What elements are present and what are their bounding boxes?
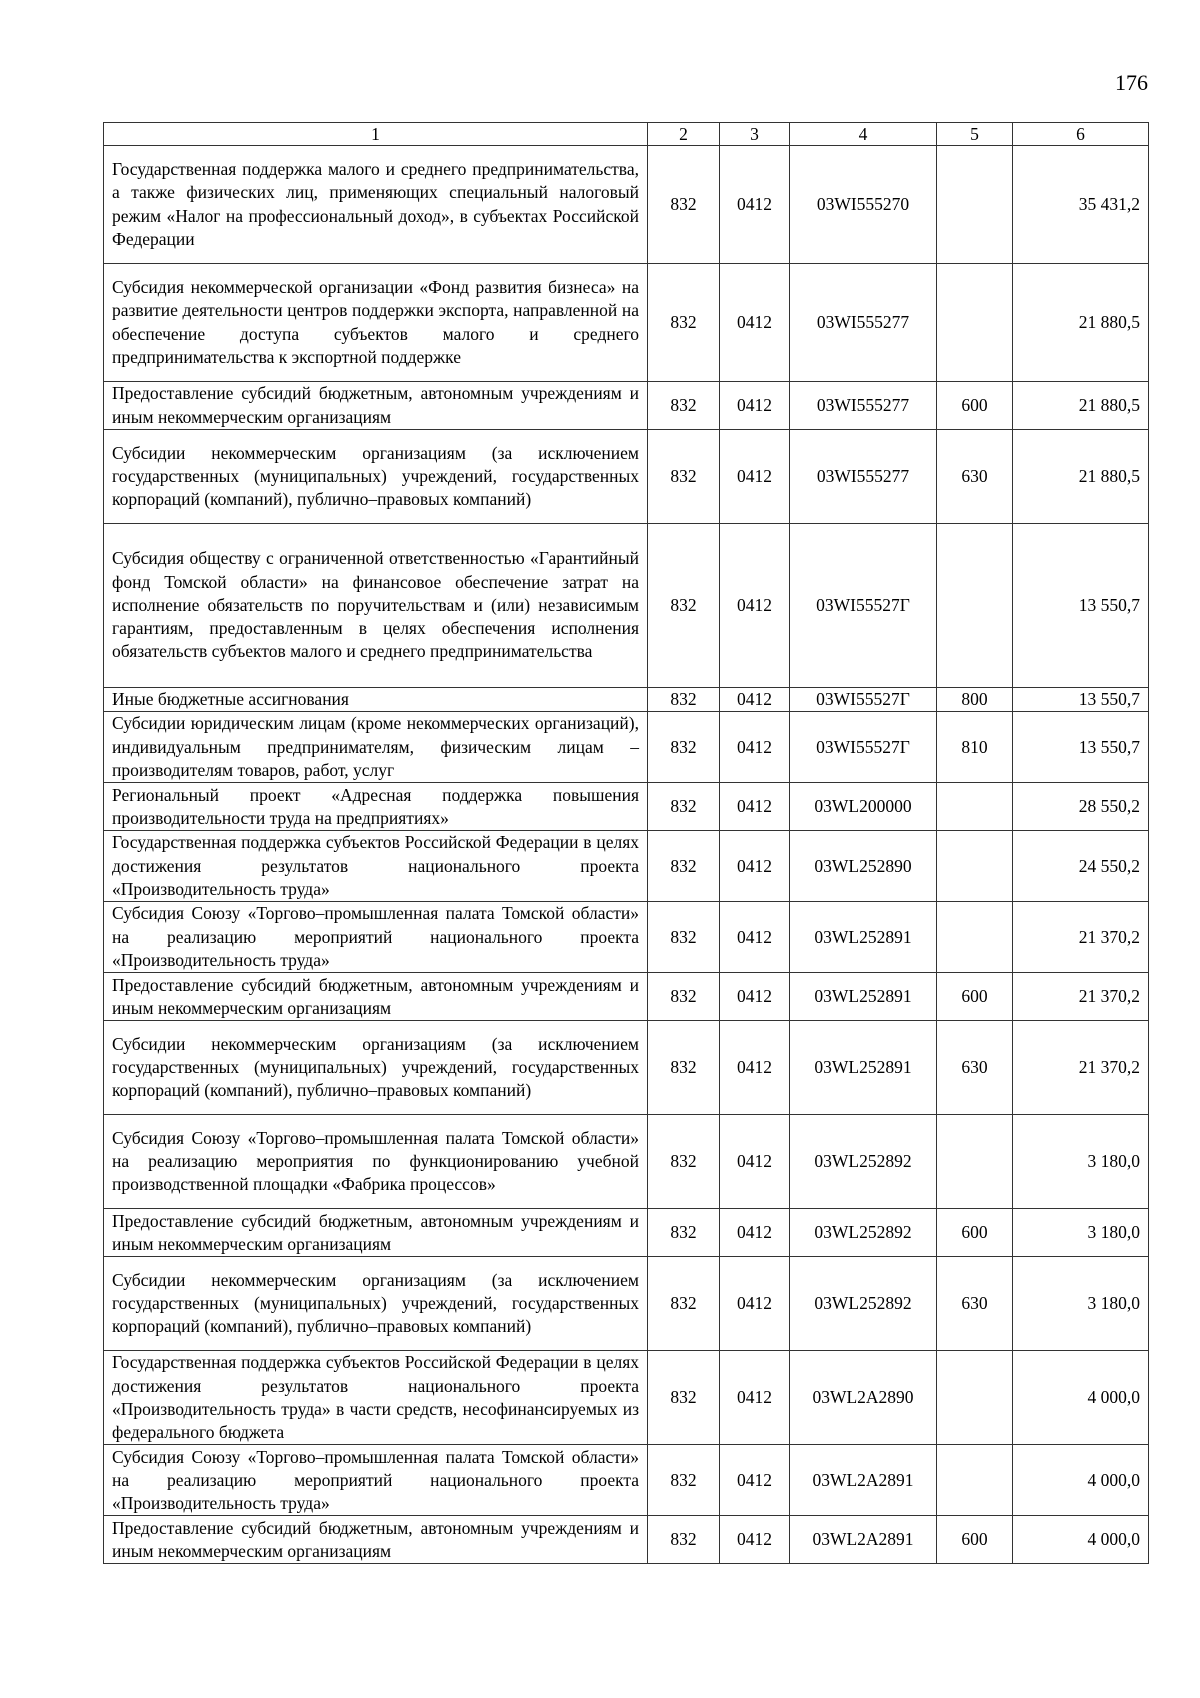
cell-chapter: 832	[648, 1257, 720, 1351]
cell-section: 0412	[720, 1257, 790, 1351]
cell-expense-type	[937, 1445, 1013, 1516]
cell-expense-type	[937, 783, 1013, 831]
column-header: 1	[104, 123, 648, 146]
cell-target-article: 03WI555277	[790, 382, 937, 430]
row-description: Субсидия Союзу «Торгово–промышленная палата Томской области» на реализацию мероприятий национального проекта «Производительность труда»	[104, 1445, 648, 1516]
table-row	[104, 264, 1149, 382]
cell-target-article: 03WI555270	[790, 146, 937, 264]
cell-amount: 35 431,2	[1013, 146, 1149, 264]
cell-amount: 24 550,2	[1013, 831, 1149, 902]
cell-chapter: 832	[648, 973, 720, 1021]
cell-chapter: 832	[648, 146, 720, 264]
cell-expense-type	[937, 1351, 1013, 1445]
table-row	[104, 1115, 1149, 1209]
cell-chapter: 832	[648, 688, 720, 712]
cell-amount: 21 880,5	[1013, 264, 1149, 382]
cell-section: 0412	[720, 831, 790, 902]
cell-expense-type	[937, 264, 1013, 382]
cell-target-article: 03WL200000	[790, 783, 937, 831]
table-row	[104, 430, 1149, 524]
cell-target-article: 03WL2A2890	[790, 1351, 937, 1445]
row-description: Предоставление субсидий бюджетным, автономным учреждениям и иным некоммерческим организациям	[104, 382, 648, 430]
cell-chapter: 832	[648, 1209, 720, 1257]
cell-amount: 4 000,0	[1013, 1445, 1149, 1516]
row-description: Субсидия Союзу «Торгово–промышленная палата Томской области» на реализацию мероприятия по функционированию учебной производственной площадки «Фабрика процессов»	[104, 1115, 648, 1209]
cell-expense-type	[937, 146, 1013, 264]
table-row	[104, 1351, 1149, 1445]
row-description: Субсидия Союзу «Торгово–промышленная палата Томской области» на реализацию мероприятий национального проекта «Производительность труда»	[104, 902, 648, 973]
cell-chapter: 832	[648, 382, 720, 430]
cell-target-article: 03WL2A2891	[790, 1445, 937, 1516]
table-row	[104, 783, 1149, 831]
cell-chapter: 832	[648, 1516, 720, 1564]
budget-table	[103, 122, 1149, 1564]
cell-section: 0412	[720, 712, 790, 783]
table-row	[104, 524, 1149, 688]
cell-expense-type: 600	[937, 382, 1013, 430]
cell-target-article: 03WL252892	[790, 1115, 937, 1209]
cell-expense-type	[937, 902, 1013, 973]
cell-section: 0412	[720, 382, 790, 430]
cell-expense-type: 600	[937, 1209, 1013, 1257]
cell-expense-type: 800	[937, 688, 1013, 712]
row-description: Иные бюджетные ассигнования	[104, 688, 648, 712]
table-row	[104, 973, 1149, 1021]
row-description: Предоставление субсидий бюджетным, автономным учреждениям и иным некоммерческим организациям	[104, 1209, 648, 1257]
row-description: Субсидии юридическим лицам (кроме некоммерческих организаций), индивидуальным предпринимателям, физическим лицам – производителям товаров, работ, услуг	[104, 712, 648, 783]
cell-amount: 4 000,0	[1013, 1516, 1149, 1564]
cell-section: 0412	[720, 1021, 790, 1115]
cell-chapter: 832	[648, 1351, 720, 1445]
cell-chapter: 832	[648, 783, 720, 831]
cell-target-article: 03WI555277	[790, 430, 937, 524]
cell-expense-type	[937, 524, 1013, 688]
cell-section: 0412	[720, 146, 790, 264]
cell-section: 0412	[720, 783, 790, 831]
cell-amount: 13 550,7	[1013, 712, 1149, 783]
row-description: Субсидия обществу с ограниченной ответственностью «Гарантийный фонд Томской области» на финансовое обеспечение затрат на исполнение обязательств по поручительствам и (или) независимым гарантиям, предоставленным в целях обеспечения исполнения обязательств субъектов малого и среднего предпринимательства	[104, 524, 648, 688]
cell-target-article: 03WL252891	[790, 902, 937, 973]
cell-section: 0412	[720, 430, 790, 524]
cell-target-article: 03WI55527Г	[790, 524, 937, 688]
cell-target-article: 03WL252892	[790, 1209, 937, 1257]
cell-expense-type: 630	[937, 430, 1013, 524]
row-description: Предоставление субсидий бюджетным, автономным учреждениям и иным некоммерческим организациям	[104, 973, 648, 1021]
cell-expense-type: 630	[937, 1021, 1013, 1115]
table-header-row	[104, 123, 1149, 146]
column-header: 3	[720, 123, 790, 146]
cell-section: 0412	[720, 1516, 790, 1564]
cell-amount: 4 000,0	[1013, 1351, 1149, 1445]
cell-chapter: 832	[648, 524, 720, 688]
cell-section: 0412	[720, 1115, 790, 1209]
row-description: Субсидии некоммерческим организациям (за исключением государственных (муниципальных) учреждений, государственных корпораций (компаний), публично–правовых компаний)	[104, 1257, 648, 1351]
cell-amount: 13 550,7	[1013, 688, 1149, 712]
cell-chapter: 832	[648, 1445, 720, 1516]
table-row	[104, 688, 1149, 712]
cell-target-article: 03WI55527Г	[790, 712, 937, 783]
row-description: Государственная поддержка субъектов Российской Федерации в целях достижения результатов национального проекта «Производительность труда» в части средств, несофинансируемых из федерального бюджета	[104, 1351, 648, 1445]
cell-chapter: 832	[648, 1115, 720, 1209]
cell-section: 0412	[720, 1445, 790, 1516]
page-number: 176	[1115, 70, 1148, 95]
cell-section: 0412	[720, 902, 790, 973]
cell-amount: 3 180,0	[1013, 1209, 1149, 1257]
cell-chapter: 832	[648, 712, 720, 783]
cell-section: 0412	[720, 973, 790, 1021]
row-description: Региональный проект «Адресная поддержка повышения производительности труда на предприятиях»	[104, 783, 648, 831]
cell-expense-type: 810	[937, 712, 1013, 783]
cell-amount: 21 880,5	[1013, 430, 1149, 524]
cell-chapter: 832	[648, 902, 720, 973]
cell-target-article: 03WL252890	[790, 831, 937, 902]
cell-amount: 13 550,7	[1013, 524, 1149, 688]
table-row	[104, 1257, 1149, 1351]
cell-amount: 3 180,0	[1013, 1115, 1149, 1209]
cell-amount: 21 370,2	[1013, 973, 1149, 1021]
row-description: Предоставление субсидий бюджетным, автономным учреждениям и иным некоммерческим организациям	[104, 1516, 648, 1564]
row-description: Субсидия некоммерческой организации «Фонд развития бизнеса» на развитие деятельности центров поддержки экспорта, направленной на обеспечение доступа субъектов малого и среднего предпринимательства к экспортной поддержке	[104, 264, 648, 382]
column-header: 2	[648, 123, 720, 146]
cell-section: 0412	[720, 264, 790, 382]
cell-expense-type: 600	[937, 1516, 1013, 1564]
table-row	[104, 1021, 1149, 1115]
table-row	[104, 146, 1149, 264]
cell-amount: 21 370,2	[1013, 902, 1149, 973]
cell-chapter: 832	[648, 430, 720, 524]
table-row	[104, 712, 1149, 783]
cell-target-article: 03WI555277	[790, 264, 937, 382]
cell-amount: 3 180,0	[1013, 1257, 1149, 1351]
row-description: Государственная поддержка малого и среднего предпринимательства, а также физических лиц, применяющих специальный налоговый режим «Налог на профессиональный доход», в субъектах Российской Федерации	[104, 146, 648, 264]
cell-chapter: 832	[648, 831, 720, 902]
cell-amount: 28 550,2	[1013, 783, 1149, 831]
cell-amount: 21 370,2	[1013, 1021, 1149, 1115]
cell-expense-type: 630	[937, 1257, 1013, 1351]
cell-target-article: 03WI55527Г	[790, 688, 937, 712]
cell-target-article: 03WL2A2891	[790, 1516, 937, 1564]
table-row	[104, 902, 1149, 973]
cell-chapter: 832	[648, 264, 720, 382]
column-header: 5	[937, 123, 1013, 146]
cell-section: 0412	[720, 1351, 790, 1445]
table-row	[104, 1516, 1149, 1564]
cell-section: 0412	[720, 688, 790, 712]
column-header: 6	[1013, 123, 1149, 146]
row-description: Субсидии некоммерческим организациям (за исключением государственных (муниципальных) учреждений, государственных корпораций (компаний), публично–правовых компаний)	[104, 430, 648, 524]
cell-section: 0412	[720, 1209, 790, 1257]
cell-expense-type: 600	[937, 973, 1013, 1021]
table-row	[104, 831, 1149, 902]
table-row	[104, 1445, 1149, 1516]
table-row	[104, 1209, 1149, 1257]
cell-expense-type	[937, 831, 1013, 902]
cell-section: 0412	[720, 524, 790, 688]
column-header: 4	[790, 123, 937, 146]
table-row	[104, 382, 1149, 430]
cell-target-article: 03WL252891	[790, 973, 937, 1021]
cell-chapter: 832	[648, 1021, 720, 1115]
cell-amount: 21 880,5	[1013, 382, 1149, 430]
cell-target-article: 03WL252892	[790, 1257, 937, 1351]
cell-expense-type	[937, 1115, 1013, 1209]
row-description: Государственная поддержка субъектов Российской Федерации в целях достижения результатов национального проекта «Производительность труда»	[104, 831, 648, 902]
cell-target-article: 03WL252891	[790, 1021, 937, 1115]
row-description: Субсидии некоммерческим организациям (за исключением государственных (муниципальных) учреждений, государственных корпораций (компаний), публично–правовых компаний)	[104, 1021, 648, 1115]
